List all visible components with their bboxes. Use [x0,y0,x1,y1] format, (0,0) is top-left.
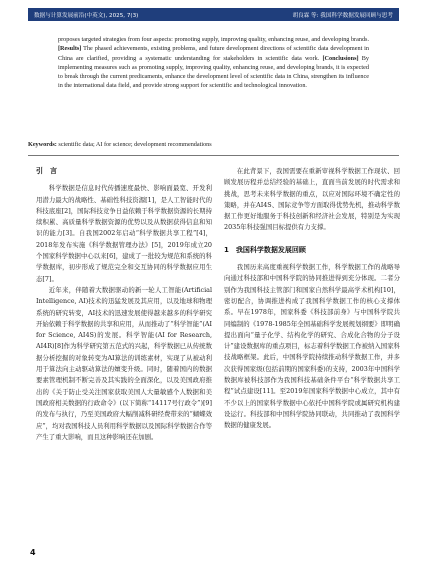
abstract-text [58,35,369,91]
review-paragraph-1: 我国历来高度重视科学数据工作，科学数据工作的战略导向通过科技部和中国科学院的协同推进得到充分体现。二者分别作为我国科技主管部门和国家自然科学最高学术机构[10]，密切配合，协调推进构成了我国科学数据工作的核心支撑体系。早在1978年，国家科委《科技部前身》与中国科学院共同编制的《1978-1985年全国基础科学发展规划纲要》即明确提出面向“量子化学、结构化学的研究、合成化合物的分子设计”建设数据库的重点项目，标志着科学数据工作被纳入国家科技战略框架。此后，中国科学院持续推动科学数据工作，并多次获得国家级(包括前期的国家科委)的支持，2003年中国科学数据库被科技部作为我国科技基础条件平台“科学数据共享工程”试点建设[11]。至2019年国家科学数据中心成立，其中有不少以上的国家科学数据中心依托中国科学院或属研究机构建设运行。科技部和中国科学院协同联动，共同推动了我国科学数据的健康发展。 [224,263,400,430]
keywords-label: Keywords: [28,141,57,148]
left-column [36,166,212,443]
section-divider [28,155,399,156]
section-title-introduction: 引 言 [36,167,57,175]
intro-paragraph-2: 近年来，伴随着大数据驱动的新一轮人工智能(Artificial Intelligence, AI)技术的迅猛发展及其应用，以及地球和物理系统的研究转变，AI技术的迅速发展使得越来越多的科学研究开始依赖于科学数据的共享和应用，从而推动了“科学智能”(AI for Science, AI4S)的发展。科学智能(AI for Research, AI4R)[8]作为科学研究第五范式的兴起，科学数据已从传统数据分析挖掘的对象转变为AI算法的训练素材，实现了从被动利用于算法向主动驱动算法的嬗变升级。同时，随着国内的数据要素管理机制不断完善及其实践的全面深化，以及美国政府推出的《关于防止受关注国家获取美国人大量敏感个人数据和美国政府相关数据的行政命令》(以下简称“14117号行政令”)[9]的发布与执行，乃至美国政府大幅削减科研经费带来的“蝴蝶效应”，均对我国科技人员利用科学数据以及国际科学数据合作等产生了重大影响，而且这种影响还在加剧。 [36,285,212,441]
abstract-methods-tail: proposes targeted strategies from four aspects: promoting supply, improving quality, enhancing reuse, and developing brands. [58,36,369,43]
right-column [224,166,400,432]
intro-paragraph-1: 科学数据是信息时代传播速度最快、影响面最宽、开发利用潜力最大的战略性、基础性科技资源[1]，是人工智能时代的科技底座[2]，国际科技竞争日益依赖于科学数据资源的长期持续积累、高质量科学数据资源的优势以及从数据获得信息和知识的能力[3]。自我国2002年启动“科学数据共享工程”[4]，2018年发布实施《科学数据管理办法》[5]，2019年成立20个国家科学数据中心以来[6]，建成了一批较为规范和系统的科学数据库，初步形成了规范完全和交互协同的科学数据应用生态[7]。 [36,184,212,283]
keywords [28,140,399,149]
results-text: The phased achievements, existing problems, and future development directions of scientific data development in China are clarified, providing a systematic understanding for stakeholders in scientific data work. [58,45,369,62]
conclusions-label: [Conclusions] [322,54,359,62]
conclusions-text: By implementing measures such as promoting supply, improving quality, enhancing reuse, and developing brands, it is expected to break through the current predicaments, enhance the development level of scientific data in China, strengthen its influence in the international data field, and provide strong support for scientific and technological innovation. [58,54,370,90]
page-number: 4 [30,548,36,557]
section-title-review: 1 我国科学数据发展回顾 [224,245,306,254]
header-article: 胡良霖 等: 我国科学数据发展回顾与思考 [292,12,393,19]
intro-paragraph-3: 在此背景下，我国需要在重新审视科学数据工作现状、回顾发展历程并总结经验的基础上，直面当前发展的时代需求和挑战，思考未来科学数据的重点，以应对国际环境不确定性的策略，并在AI4S、国际竞争等方面取得优势先机，推动科学数据工作更好地服务于科技创新和经济社会发展，特别是为实现2035年科技强国目标提供有力支撑。 [224,167,400,232]
english-abstract [58,35,369,91]
results-label: [Results] [58,45,82,53]
header-journal: 数据与计算发展前沿(中英文), 2025, 7(3) [34,12,139,19]
keywords-text: scientific data; AI for science; development recommendations [58,141,212,148]
running-header [28,8,399,21]
